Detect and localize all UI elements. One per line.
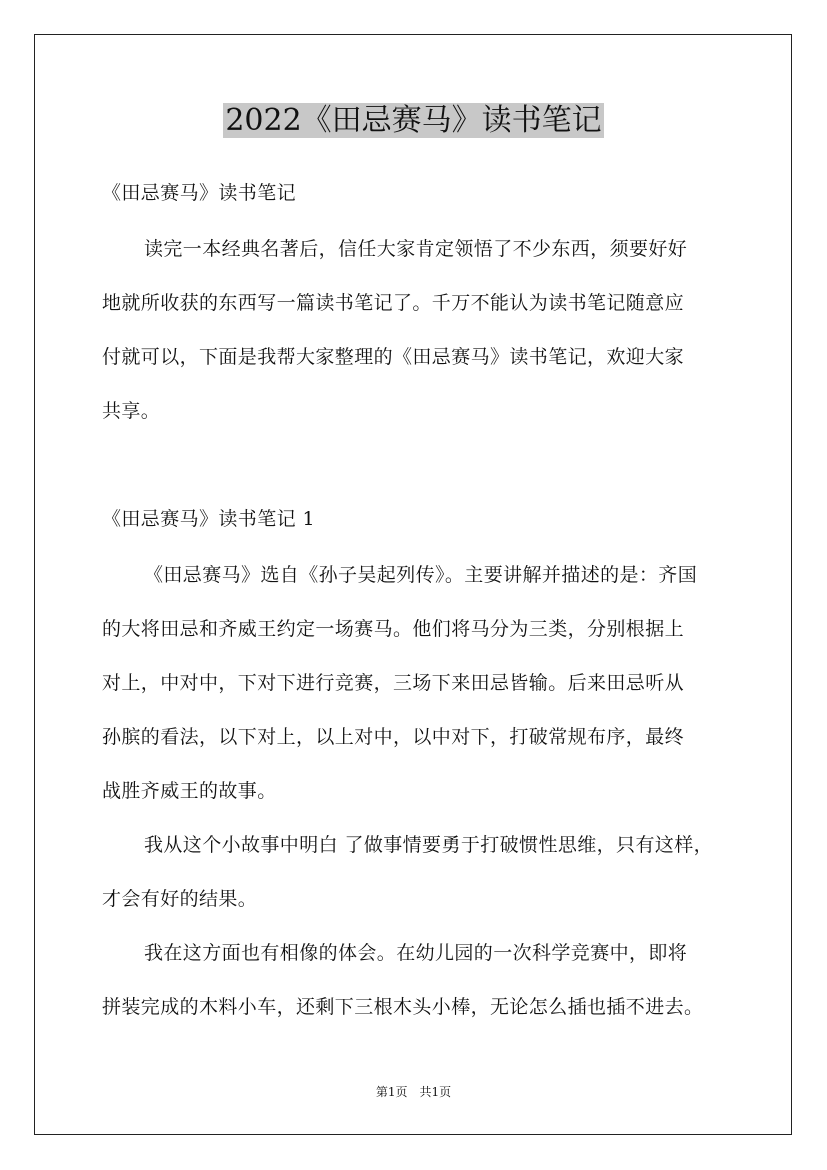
paragraph-line: 我在这方面也有相像的体会。在幼儿园的一次科学竞赛中，即将 bbox=[144, 942, 688, 964]
paragraph-line: 《田忌赛马》选自《孙子吴起列传》。主要讲解并描述的是：齐国 bbox=[144, 564, 698, 586]
paragraph-line: 才会有好的结果。 bbox=[102, 888, 258, 910]
section-heading: 《田忌赛马》读书笔记 1 bbox=[102, 508, 315, 530]
paragraph-line: 拼装完成的木料小车，还剩下三根木头小棒，无论怎么插也插不进去。 bbox=[102, 996, 704, 1018]
paragraph-line: 对上，中对中，下对下进行竞赛，三场下来田忌皆输。后来田忌听从 bbox=[102, 672, 685, 694]
paragraph-line: 读完一本经典名著后，信任大家肯定领悟了不少东西，须要好好 bbox=[144, 238, 688, 260]
document-title: 2022《田忌赛马》读书笔记 bbox=[225, 103, 602, 138]
paragraph-line: 我从这个小故事中明白 了做事情要勇于打破惯性思维，只有这样， bbox=[144, 834, 714, 856]
paragraph-line: 孙膑的看法，以下对上，以上对中，以中对下，打破常规布序，最终 bbox=[102, 726, 685, 748]
subheading: 《田忌赛马》读书笔记 bbox=[102, 182, 297, 204]
paragraph-line: 战胜齐威王的故事。 bbox=[102, 780, 277, 802]
page-number: 第1页 共1页 bbox=[375, 1085, 452, 1099]
paragraph-line: 付就可以，下面是我帮大家整理的《田忌赛马》读书笔记，欢迎大家 bbox=[102, 346, 685, 368]
paragraph-line: 地就所收获的东西写一篇读书笔记了。千万不能认为读书笔记随意应 bbox=[102, 292, 685, 314]
paragraph-line: 共享。 bbox=[102, 400, 161, 422]
paragraph-line: 的大将田忌和齐威王约定一场赛马。他们将马分为三类，分别根据上 bbox=[102, 618, 685, 640]
